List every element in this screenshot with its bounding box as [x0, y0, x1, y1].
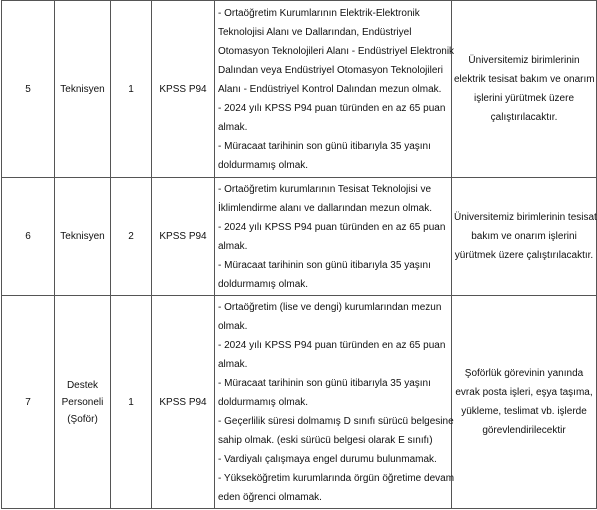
requirement-line: almak.: [218, 358, 248, 370]
description-line: Üniversitemiz birimlerinin tesisat: [454, 212, 597, 223]
requirement-line: - Müracaat tarihinin son günü itibarıyla 35 yaşını: [218, 377, 431, 389]
position-title-line: Destek: [66, 379, 99, 391]
description-line: yürütmek üzere çalıştırılacaktır.: [454, 250, 594, 261]
score-type: KPSS P94: [152, 1, 215, 178]
requirements-cell: [215, 178, 452, 296]
table-row: [2, 178, 597, 296]
position-title-line: (Şoför): [67, 413, 98, 425]
requirement-line: doldurmamış olmak.: [218, 396, 309, 408]
requirement-line: - 2024 yılı KPSS P94 puan türünden en az 65 puan: [218, 339, 446, 351]
description-line: görevlendirilecektir: [482, 425, 566, 436]
requirement-line: Dalından veya Endüstriyel Otomasyon Teknolojileri: [218, 64, 443, 76]
position-title: [55, 296, 111, 509]
requirement-line: Teknolojisi Alanı ve Dallarından, Endüstriyel: [218, 26, 412, 38]
description-line: yükleme, teslimat vb. işlerde: [461, 406, 587, 417]
description-line: işlerini yürütmek üzere: [473, 93, 575, 104]
requirement-line: - Ortaöğretim (lise ve dengi) kurumlarından mezun: [218, 301, 442, 313]
requirement-line: Alanı - Endüstriyel Kontrol Dalından mezun olmak.: [218, 83, 442, 95]
description-line: elektrik tesisat bakım ve onarım: [454, 74, 595, 85]
requirement-line: almak.: [218, 121, 248, 133]
row-number: 7: [2, 296, 55, 509]
description-line: Şoförlük görevinin yanında: [464, 368, 584, 379]
position-title: [55, 178, 111, 296]
requirement-line: - Geçerlilik süresi dolmamış D sınıfı sürücü belgesine: [218, 415, 454, 427]
requirement-line: almak.: [218, 240, 248, 252]
position-title-line: Teknisyen: [60, 83, 105, 95]
requirement-line: sahip olmak. (eski sürücü belgesi olarak E sınıfı): [218, 434, 433, 446]
requirements-cell: [215, 1, 455, 178]
requirement-line: - Vardiyalı çalışmaya engel durumu bulunmamak.: [218, 453, 437, 465]
position-title: [55, 1, 111, 178]
requirement-line: doldurmamış olmak.: [218, 278, 309, 290]
description-cell: [452, 1, 597, 178]
positions-table: [1, 0, 597, 509]
position-count: 2: [111, 178, 152, 296]
requirement-line: - Ortaöğretim kurumlarının Tesisat Teknolojisi ve: [218, 183, 432, 195]
requirement-line: - Müracaat tarihinin son günü itibarıyla 35 yaşını: [218, 259, 431, 271]
requirement-line: - Müracaat tarihinin son günü itibarıyla 35 yaşını: [218, 140, 431, 152]
requirement-line: olmak.: [218, 320, 248, 332]
row-number: 6: [2, 178, 55, 296]
description-line: Üniversitemiz birimlerinin: [468, 55, 580, 66]
requirement-line: eden öğrenci olmamak.: [218, 491, 322, 503]
position-title-line: Teknisyen: [60, 231, 105, 242]
description-line: evrak posta işleri, eşya taşıma,: [455, 387, 593, 398]
description-line: çalıştırılacaktır.: [490, 112, 558, 123]
requirement-line: Otomasyon Teknolojileri Alanı - Endüstriyel Elektronik: [218, 45, 455, 57]
requirement-line: doldurmamış olmak.: [218, 159, 309, 171]
requirement-line: - 2024 yılı KPSS P94 puan türünden en az 65 puan: [218, 102, 446, 114]
position-count: 1: [111, 296, 152, 509]
requirement-line: - Yükseköğretim kurumlarında örgün öğretime devam: [218, 472, 455, 484]
requirement-line: İklimlendirme alanı ve dallarından mezun olmak.: [218, 202, 432, 214]
requirements-cell: [215, 296, 455, 509]
requirement-line: - Ortaöğretim Kurumlarının Elektrik-Elektronik: [218, 7, 420, 19]
description-cell: [452, 178, 597, 296]
position-title-line: Personeli: [61, 396, 104, 408]
score-type: KPSS P94: [152, 296, 215, 509]
row-number: 5: [2, 1, 55, 178]
description-line: bakım ve onarım işlerini: [471, 231, 577, 242]
table-row: [2, 1, 597, 178]
description-cell: [452, 296, 597, 509]
position-count: 1: [111, 1, 152, 178]
score-type: KPSS P94: [152, 178, 215, 296]
requirement-line: - 2024 yılı KPSS P94 puan türünden en az 65 puan: [218, 221, 446, 233]
table-row: [2, 296, 597, 509]
